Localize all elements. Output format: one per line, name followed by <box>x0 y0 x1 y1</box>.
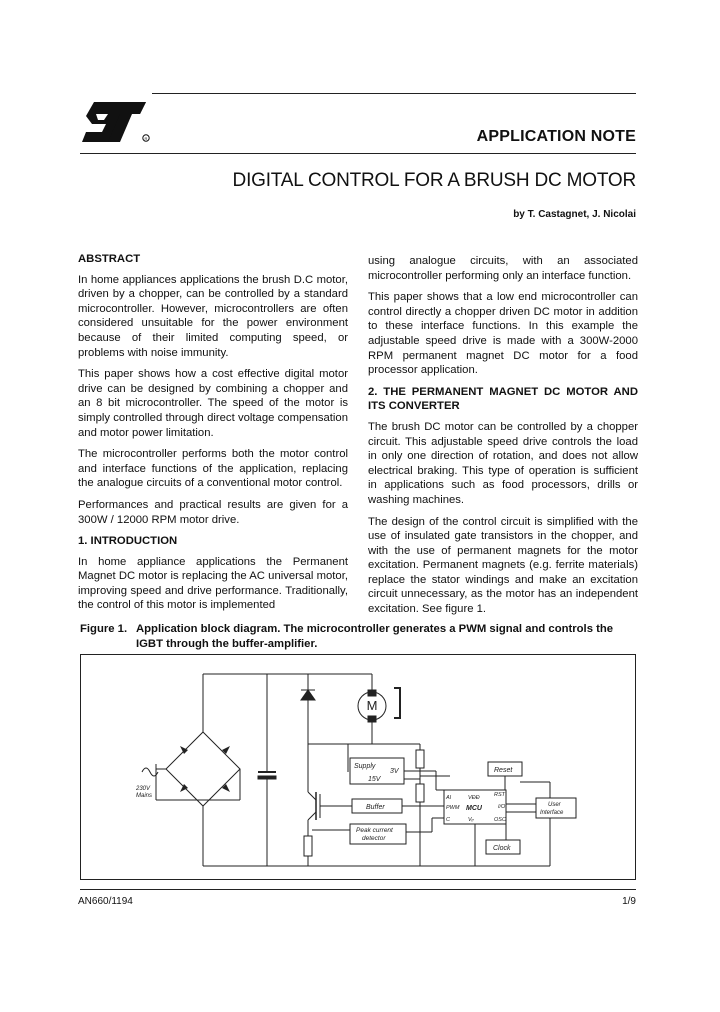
header-rule-top <box>152 93 636 94</box>
reset-label: Reset <box>494 767 513 774</box>
rst-label: RST <box>494 792 505 798</box>
right-paragraph-3: The brush DC motor can be controlled by a chopper circuit. This adjustable speed drive controls the load in only one direction of rotation, and does not allow electrical braking. This type of operation is sufficient in applications such as food processors, drills or washing machines. <box>368 420 638 506</box>
figure-caption <box>80 622 640 651</box>
footer-rule <box>80 889 636 890</box>
intro-paragraph: In home appliance applications the Permanent Magnet DC motor is replacing the AC universal motor, improving speed and drive performance. Traditionally, the control of this motor is implemented <box>78 555 348 612</box>
motor-shaft-bracket <box>394 688 400 718</box>
mains-label-1: 230V <box>136 786 151 792</box>
user-label-2: Interface <box>540 810 564 816</box>
user-label-1: User <box>548 802 561 808</box>
divider-resistor-bottom <box>416 784 424 802</box>
mains-label-2: Mains <box>136 793 153 799</box>
right-paragraph-1: using analogue circuits, with an associated microcontroller performing only an interface function. <box>368 255 638 282</box>
shunt-resistor <box>304 836 312 856</box>
motor-label: M <box>366 698 378 713</box>
vss-label: Vᵣᵣ <box>468 817 474 823</box>
section2-heading: 2. THE PERMANENT MAGNET DC MOTOR AND ITS CONVERTER <box>368 385 638 413</box>
intro-heading: 1. INTRODUCTION <box>78 535 178 548</box>
abstract-heading: ABSTRACT <box>78 253 141 265</box>
figure-number: Figure 1. <box>80 623 128 635</box>
ai-label: AI <box>446 795 452 801</box>
c-label: C <box>446 817 450 823</box>
left-column <box>78 252 348 620</box>
osc-label: OSC <box>494 817 506 823</box>
abstract-paragraph-4: Performances and practical results are given for a 300W / 12000 RPM motor drive. <box>78 498 348 526</box>
figure-caption-line2: IGBT through the buffer-amplifier. <box>136 637 318 650</box>
doc-id: AN660/1194 <box>78 896 133 907</box>
header-rule-mid <box>80 153 636 154</box>
st-logo <box>80 98 152 146</box>
figure-caption-line1: Application block diagram. The microcontroller generates a PWM signal and controls the <box>136 623 614 635</box>
vdd-label: VĐĐ <box>468 795 480 801</box>
clock-label: Clock <box>493 845 511 852</box>
mcu-label: MCU <box>466 805 482 812</box>
divider-resistor-top <box>416 750 424 768</box>
buffer-label: Buffer <box>366 804 385 811</box>
supply-3v-label: 3V <box>390 768 399 775</box>
right-column <box>368 254 638 624</box>
byline: by T. Castagnet, J. Nicolai <box>513 209 636 220</box>
pwm-label: PWM <box>446 805 460 811</box>
abstract-paragraph-1: In home appliances applications the brush D.C motor, driven by a chopper, can be controlled by a standard microcontroller. However, microcontrollers are often considered unsuitable for the power environment because of their limited computing speed, or problems with noise immunity. <box>78 273 348 359</box>
right-paragraph-2: This paper shows that a low end microcontroller can control directly a chopper driven DC motor in addition to these interface functions. In this example the adjustable speed drive is made with a 300W-2000 RPM permanent magnet DC motor for a food processor application. <box>368 291 638 377</box>
bridge-diamond <box>166 732 240 806</box>
registered-mark: R <box>144 136 148 141</box>
peak-label-2: detector <box>362 835 386 842</box>
abstract-paragraph-2: This paper shows how a cost effective digital motor drive can be designed by combining a chopper and an 8 bit microcontroller. The speed of the motor is simply controlled through direct voltage compensation and motor power limitation. <box>78 368 348 439</box>
abstract-paragraph-3: The microcontroller performs both the motor control and interface functions of the application, replacing the analogue circuits of a conventional motor control. <box>78 448 348 490</box>
supply-15v-label: 15V <box>368 776 381 783</box>
peak-label-1: Peak current <box>356 827 393 834</box>
page-title: DIGITAL CONTROL FOR A BRUSH DC MOTOR <box>232 170 636 191</box>
io-label: I/O <box>498 804 506 810</box>
right-paragraph-4: The design of the control circuit is simplified with the use of insulated gate transistors in the chopper, and with the use of permanent magnets for the motor excitation. Permanent magnets (e.g. ferrite materials) replace the stator windings and make an excitation circuit unnecessary, as the motor has an independent excitation. See figure 1. <box>368 515 638 616</box>
block-diagram <box>80 654 636 880</box>
page-number: 1/9 <box>622 896 636 907</box>
supply-label: Supply <box>354 763 376 770</box>
doc-type: APPLICATION NOTE <box>476 128 636 145</box>
